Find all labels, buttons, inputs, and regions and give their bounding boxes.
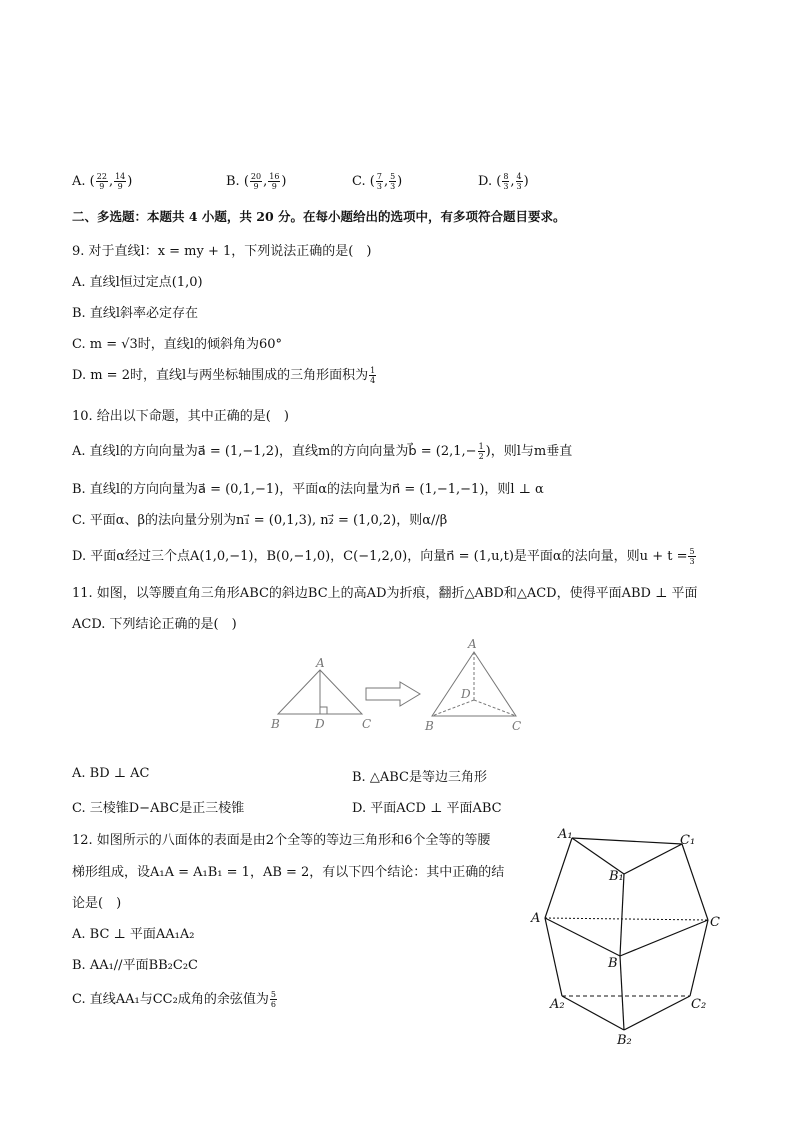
q12-edge-a1-c1 (572, 838, 682, 844)
q10-option-a[interactable]: A. 直线l的方向向量为a⃗ = (1,−1,2)，直线m的方向向量为b⃗ = (2,1,− $\frac{1}{2}$ )，则l与m垂直 (72, 442, 573, 461)
q12-edge-b-b2 (620, 956, 624, 1030)
q12-stem-line2: 梯形组成，设A₁A = A₁B₁ = 1，AB = 2，有以下四个结论：其中正确的结 (72, 865, 505, 880)
q11-option-b[interactable]: B. △ABC是等边三角形 (352, 770, 487, 785)
q9-option-c[interactable]: C. m = √3时，直线l的倾斜角为60° (72, 337, 282, 352)
q12-edge-c-b (620, 920, 708, 956)
q11-fig-folded-label-d: D (461, 687, 471, 701)
q12-edge-c1-c (682, 844, 708, 920)
q11-stem-line2: ACD. 下列结论正确的是( ) (72, 617, 237, 632)
q12-edge-a2-b2 (562, 996, 624, 1030)
q11-fig-folded-db (432, 700, 474, 716)
q12-edge-a-b (545, 918, 620, 956)
q11-fig-label-a: A (316, 656, 325, 670)
q12-octahedron-figure (528, 822, 734, 1048)
q12-label-c1: C₁ (680, 833, 696, 848)
q10-stem: 10. 给出以下命题，其中正确的是( ) (72, 409, 289, 424)
q11-option-a[interactable]: A. BD ⊥ AC (72, 766, 150, 781)
q11-figure (268, 636, 540, 736)
q12-label-b2: B₂ (617, 1033, 632, 1048)
section-2-header: 二、多选题：本题共 4 小题，共 20 分。在每小题给出的选项中，有多项符合题目要求。 (72, 209, 566, 224)
q11-fig-folded-label-b: B (425, 719, 434, 733)
q11-fig-arrow-icon (366, 682, 420, 706)
q12-label-b: B (608, 956, 618, 971)
q9-option-b[interactable]: B. 直线l斜率必定存在 (72, 306, 198, 321)
q11-stem-line1: 11. 如图，以等腰直角三角形ABC的斜边BC上的高AD为折痕，翻折△ABD和△ACD，使得平面ABD ⊥ 平面 (72, 586, 698, 601)
q10-option-b[interactable]: B. 直线l的方向向量为a⃗ = (0,1,−1)，平面α的法向量为n⃗ = (1,−1,−1)，则l ⊥ α (72, 482, 544, 497)
q12-edge-a-a2 (545, 918, 562, 996)
q11-fig-right-angle-mark (320, 707, 327, 714)
q12-edge-c-c2 (690, 920, 708, 996)
q12-option-b[interactable]: B. AA₁//平面BB₂C₂C (72, 958, 198, 973)
q11-fig-label-d: D (315, 717, 325, 731)
q8-options (72, 172, 732, 192)
q10-option-c[interactable]: C. 平面α、β的法向量分别为n₁⃗ = (0,1,3), n₂⃗ = (1,0,2)，则α//β (72, 513, 448, 528)
q12-edge-c1-b1 (624, 844, 682, 874)
q12-option-a[interactable]: A. BC ⊥ 平面AA₁A₂ (72, 927, 195, 942)
q12-edge-c2-b2 (624, 996, 690, 1030)
q8-option-d[interactable]: D. ( $\frac{8}{3}$ , $\frac{4}{3}$ ) (478, 172, 529, 191)
q11-fig-folded-dc (474, 700, 516, 716)
q12-label-c: C (710, 915, 720, 930)
q12-stem-line3: 论是( ) (72, 896, 122, 911)
q10-option-d[interactable]: D. 平面α经过三个点A(1,0,−1)，B(0,−1,0)，C(−1,2,0)，向量n⃗ = (1,u,t)是平面α的法向量，则u + t = $\frac{5}{3}$ (72, 547, 695, 566)
q12-label-a1: A₁ (558, 827, 573, 842)
q12-edge-a-c-hidden (545, 918, 708, 920)
q12-label-a: A (531, 911, 541, 926)
q11-option-c[interactable]: C. 三棱锥D−ABC是正三棱锥 (72, 801, 245, 816)
q12-label-a2: A₂ (550, 997, 565, 1012)
q8-option-a[interactable]: A. ( $\frac{22}{9}$ , $\frac{14}{9}$ ) (72, 172, 133, 191)
q12-stem-line1: 12. 如图所示的八面体的表面是由2个全等的等边三角形和6个全等的等腰 (72, 833, 491, 848)
q12-label-b1: B₁ (609, 869, 624, 884)
q12-edge-b1-b (620, 874, 624, 956)
q11-option-d[interactable]: D. 平面ACD ⊥ 平面ABC (352, 801, 502, 816)
q11-fig-label-b: B (271, 717, 280, 731)
q9-stem: 9. 对于直线l：x = my + 1，下列说法正确的是( ) (72, 244, 372, 259)
q12-label-c2: C₂ (691, 997, 707, 1012)
q8-option-c[interactable]: C. ( $\frac{7}{3}$ , $\frac{5}{3}$ ) (352, 172, 403, 191)
q8-option-b[interactable]: B. ( $\frac{20}{9}$ , $\frac{16}{9}$ ) (226, 172, 287, 191)
q12-edge-a1-a (545, 838, 572, 918)
q11-fig-label-c: C (362, 717, 372, 731)
q12-option-c[interactable]: C. 直线AA₁与CC₂成角的余弦值为 $\frac{5}{6}$ (72, 990, 276, 1009)
q11-fig-folded-label-a: A (468, 637, 477, 651)
q9-option-a[interactable]: A. 直线l恒过定点(1,0) (72, 275, 203, 290)
q11-fig-folded-label-c: C (512, 719, 522, 733)
q9-option-d[interactable]: D. m = 2时，直线l与两坐标轴围成的三角形面积为 $\frac{1}{4}$ (72, 366, 376, 385)
